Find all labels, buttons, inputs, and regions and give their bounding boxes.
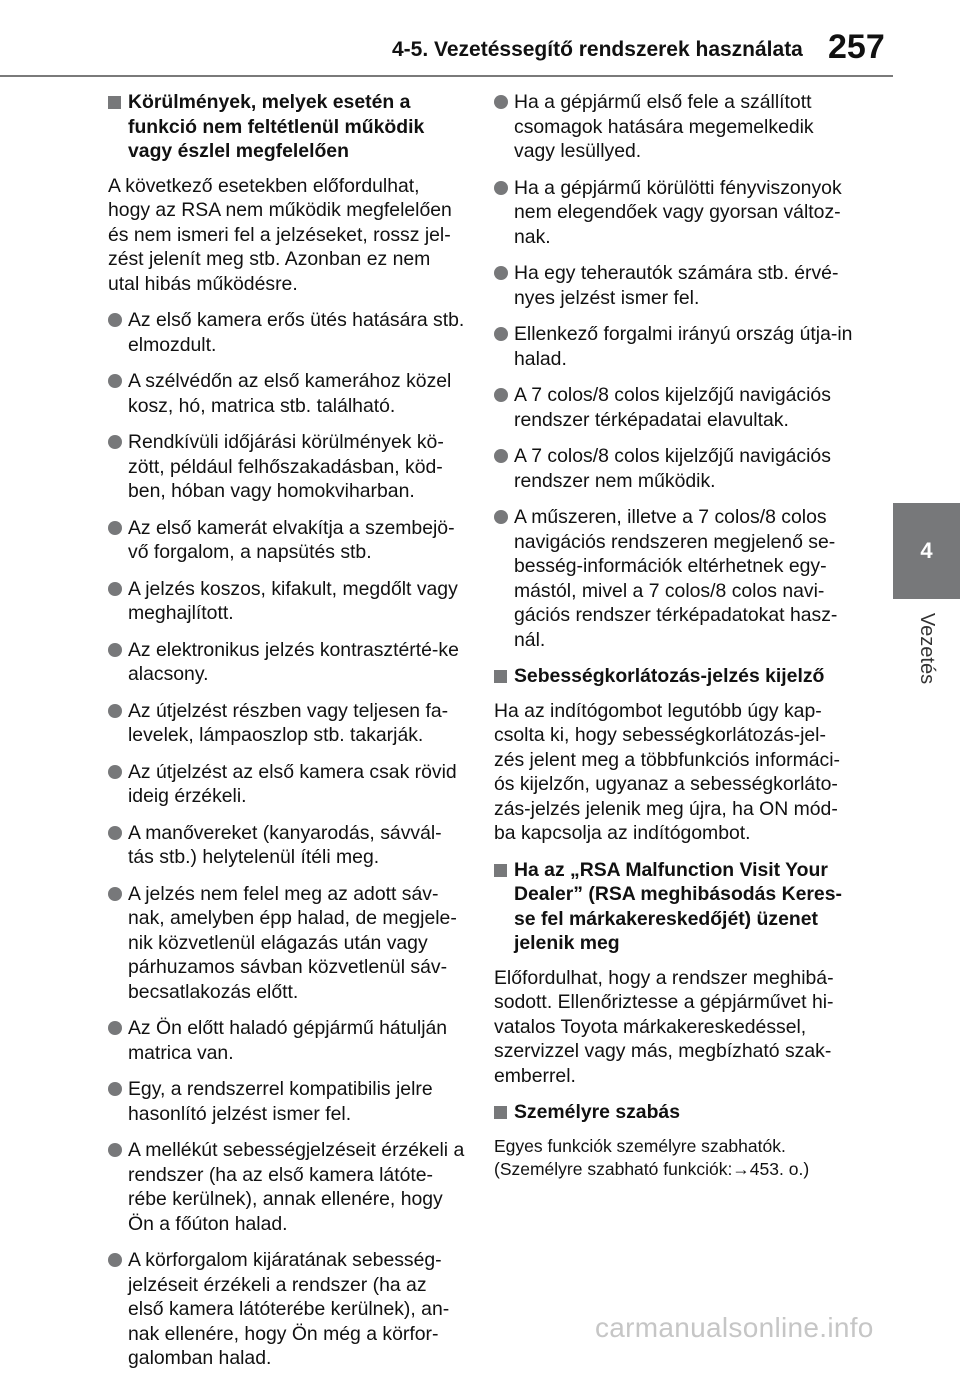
list-item-text: A szélvédőn az első kamerához közel kosz, hó, matrica stb. található. [128, 370, 452, 417]
list-item [108, 821, 466, 870]
list-item-text: A 7 colos/8 colos kijelzőjű navigációs rendszer térképadatai elavultak. [514, 384, 831, 431]
square-bullet-icon [494, 1106, 507, 1119]
round-bullet-icon [108, 521, 122, 535]
intro-paragraph: A következő esetekben előfordulhat, hogy az RSA nem működik megfelelően és nem ismeri fel a jelzéseket, rossz jel-zést jelenít meg stb. Azonban ez nem utal hibás működésre. [108, 174, 452, 295]
list-item-text: A manővereket (kanyarodás, sávvál-tás stb.) helytelenül ítéli meg. [128, 821, 442, 868]
list-item-text: A jelzés nem felel meg az adott sáv-nak, amelyben épp halad, de megjele-nik közvetlenül elágazás után vagy párhuzamos sávban közvetlenül sáv-becsatlakozás előtt. [128, 882, 457, 1003]
round-bullet-icon [494, 388, 508, 402]
round-bullet-icon [108, 435, 122, 449]
chapter-label [893, 603, 960, 693]
customization-reference[interactable]: (Személyre szabható funkciók:→453. o.) [494, 1158, 810, 1179]
paragraph: Ha az indítógombot legutóbb úgy kap-csolta ki, hogy sebességkorlátozás-jel-zés jelent meg a többfunkciós informáci-ós kijelzőn, ugyanaz a sebességkorláto-zás-jelzés jelenik meg újra, ha ON mód-ba kapcsolja az indítógombot. [494, 699, 840, 844]
list-item-text: Az első kamerát elvakítja a szembejö-vő forgalom, a napsütés stb. [128, 516, 455, 563]
section-heading [108, 90, 466, 164]
section-heading [494, 664, 856, 689]
left-column [108, 90, 466, 1383]
list-item-text: Ha a gépjármű első fele a szállított csomagok hatására megemelkedik vagy lesüllyed. [514, 91, 814, 162]
list-item [108, 1248, 466, 1371]
list-item-text: Ellenkező forgalmi irányú ország útja-in halad. [514, 323, 853, 370]
list-item [108, 882, 466, 1005]
section-heading [494, 858, 856, 956]
list-item [108, 308, 466, 357]
chapter-number: 4 [920, 538, 933, 563]
list-item [494, 383, 856, 432]
chapter-tab[interactable] [893, 503, 960, 599]
list-item [494, 322, 856, 371]
page-number: 257 [828, 28, 885, 66]
heading-text: Körülmények, melyek esetén a funkció nem feltétlenül működik vagy észlel megfelelően [128, 91, 425, 162]
round-bullet-icon [108, 765, 122, 779]
square-bullet-icon [494, 864, 507, 877]
list-item [108, 1016, 466, 1065]
round-bullet-icon [108, 1021, 122, 1035]
list-item [108, 577, 466, 626]
round-bullet-icon [108, 582, 122, 596]
round-bullet-icon [108, 1143, 122, 1157]
paragraph: Előfordulhat, hogy a rendszer meghibá-sodott. Ellenőriztesse a gépjárművet hi-vatalos Toyota márkakereskedéssel, szervizzel vagy más, megbízható szak-emberrel. [494, 966, 834, 1087]
list-item-text: A körforgalom kijáratának sebesség-jelzéseit érzékeli a rendszer (ha az első kamera látóterébe kerülnek), an-nak ellenére, hogy Ön még a körfor-galomban halad. [128, 1249, 450, 1369]
list-item-text: Az útjelzést az első kamera csak rövid ideig érzékeli. [128, 760, 457, 807]
round-bullet-icon [108, 374, 122, 388]
round-bullet-icon [494, 181, 508, 195]
list-item-text: Rendkívüli időjárási körülmények kö-zött, például felhőszakadásban, köd-ben, hóban vagy homokviharban. [128, 431, 444, 502]
list-item [494, 505, 856, 652]
list-item-text: Ha egy teherautók számára stb. érvé-nyes jelzést ismer fel. [514, 262, 839, 309]
round-bullet-icon [494, 266, 508, 280]
list-item [494, 444, 856, 493]
section-title: 4-5. Vezetéssegítő rendszerek használata [392, 38, 803, 61]
square-bullet-icon [108, 96, 121, 109]
condition-list [108, 308, 466, 1371]
section-heading [494, 1100, 856, 1125]
header-rule [0, 75, 893, 77]
list-item [108, 516, 466, 565]
right-column [494, 90, 856, 1193]
list-item-text: Az Ön előtt haladó gépjármű hátulján matrica van. [128, 1017, 448, 1064]
round-bullet-icon [494, 510, 508, 524]
list-item-text: A jelzés koszos, kifakult, megdőlt vagy meghajlított. [128, 577, 458, 624]
list-item-text: A műszeren, illetve a 7 colos/8 colos navigációs rendszeren megjelenő se-besség-információk eltérhetnek egy-mástól, mivel a 7 colos/8 colos navi-gációs rendszer térképadatokat hasz-nál. [514, 506, 838, 651]
list-item [108, 369, 466, 418]
chapter-label-text: Vezetés [916, 612, 939, 684]
list-item [108, 699, 466, 748]
list-item [108, 1138, 466, 1236]
round-bullet-icon [108, 826, 122, 840]
list-item [108, 430, 466, 504]
round-bullet-icon [108, 1253, 122, 1267]
heading-text: Ha az „RSA Malfunction Visit Your Dealer” (RSA meghibásodás Keres-se fel márkakereskedőjét) üzenet jelenik meg [514, 858, 842, 954]
list-item [108, 760, 466, 809]
list-item-text: Egy, a rendszerrel kompatibilis jelre hasonlító jelzést ismer fel. [128, 1078, 433, 1125]
round-bullet-icon [494, 449, 508, 463]
square-bullet-icon [494, 670, 507, 683]
watermark: carmanualsonline.info [595, 1312, 874, 1343]
round-bullet-icon [108, 643, 122, 657]
list-item [494, 176, 856, 250]
list-item [108, 1077, 466, 1126]
round-bullet-icon [108, 313, 122, 327]
list-item-text: Az elektronikus jelzés kontrasztérté-ke alacsony. [128, 638, 459, 685]
list-item-text: Az első kamera erős ütés hatására stb. elmozdult. [128, 309, 465, 356]
list-item-text: A mellékút sebességjelzéseit érzékeli a rendszer (ha az első kamera látóte-rébe kerülnek), annak ellenére, hogy Ön a főúton halad. [128, 1139, 465, 1235]
list-item-text: A 7 colos/8 colos kijelzőjű navigációs rendszer nem működik. [514, 445, 831, 492]
list-item [494, 90, 856, 164]
customization-line: Egyes funkciók személyre szabhatók. [494, 1135, 786, 1156]
page-header [0, 0, 960, 76]
paragraph [494, 1135, 856, 1181]
round-bullet-icon [108, 887, 122, 901]
round-bullet-icon [108, 1082, 122, 1096]
round-bullet-icon [494, 327, 508, 341]
heading-text: Személyre szabás [514, 1101, 681, 1123]
list-item-text: Ha a gépjármű körülötti fényviszonyok nem elegendőek vagy gyorsan változ-nak. [514, 176, 842, 248]
list-item-text: Az útjelzést részben vagy teljesen fa-levelek, lámpaoszlop stb. takarják. [128, 699, 449, 746]
round-bullet-icon [494, 95, 508, 109]
heading-text: Sebességkorlátozás-jelzés kijelző [514, 665, 825, 687]
round-bullet-icon [108, 704, 122, 718]
list-item [108, 638, 466, 687]
list-item [494, 261, 856, 310]
condition-list-continued [494, 90, 856, 652]
